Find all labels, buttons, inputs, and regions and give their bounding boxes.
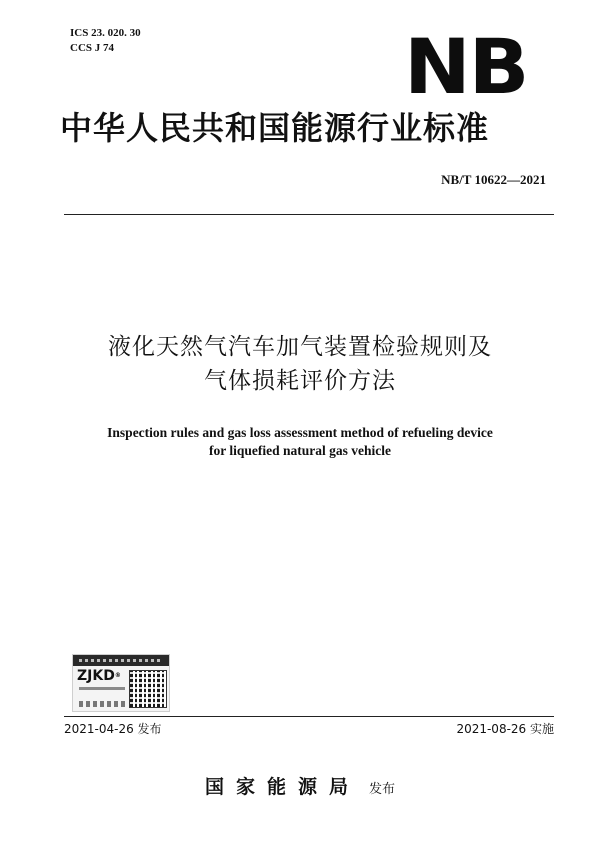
stamp-line (79, 687, 125, 690)
chinese-title-line-2: 气体损耗评价方法 (204, 368, 396, 394)
issuer-line (0, 772, 600, 799)
bottom-divider (64, 716, 554, 717)
stamp-logo-text: ZJKD (77, 668, 115, 684)
chinese-title-line-1: 液化天然气汽车加气装置检验规则及 (108, 334, 492, 360)
standard-number: NB/T 10622—2021 (441, 172, 546, 187)
industry-standard-title: 中华人民共和国能源行业标准 (60, 109, 490, 147)
english-title-line-1: Inspection rules and gas loss assessment method of refueling device (107, 425, 493, 440)
ics-code: ICS 23. 020. 30 (70, 27, 141, 39)
classification-codes (70, 26, 141, 56)
english-title-line-2: for liquefied natural gas vehicle (209, 443, 391, 458)
issue-date: 2021-04-26 发布 (64, 722, 162, 736)
stamp-logo (77, 668, 121, 684)
implementation-date: 2021-08-26 实施 (456, 722, 554, 736)
nb-logo: NB (404, 22, 528, 111)
stamp-banner (73, 655, 169, 666)
qr-code-icon (129, 670, 167, 708)
issuer-suffix: 发布 (369, 782, 396, 797)
stamp-banner-pattern (79, 659, 163, 662)
issuer-name: 国家能源局 (204, 776, 360, 798)
stamp-footer-pattern (79, 701, 125, 707)
registered-mark: ® (114, 672, 121, 679)
chinese-title (0, 330, 600, 398)
ccs-code: CCS J 74 (70, 42, 115, 54)
top-divider (64, 214, 554, 215)
english-title (0, 424, 600, 460)
verification-stamp (72, 654, 170, 712)
